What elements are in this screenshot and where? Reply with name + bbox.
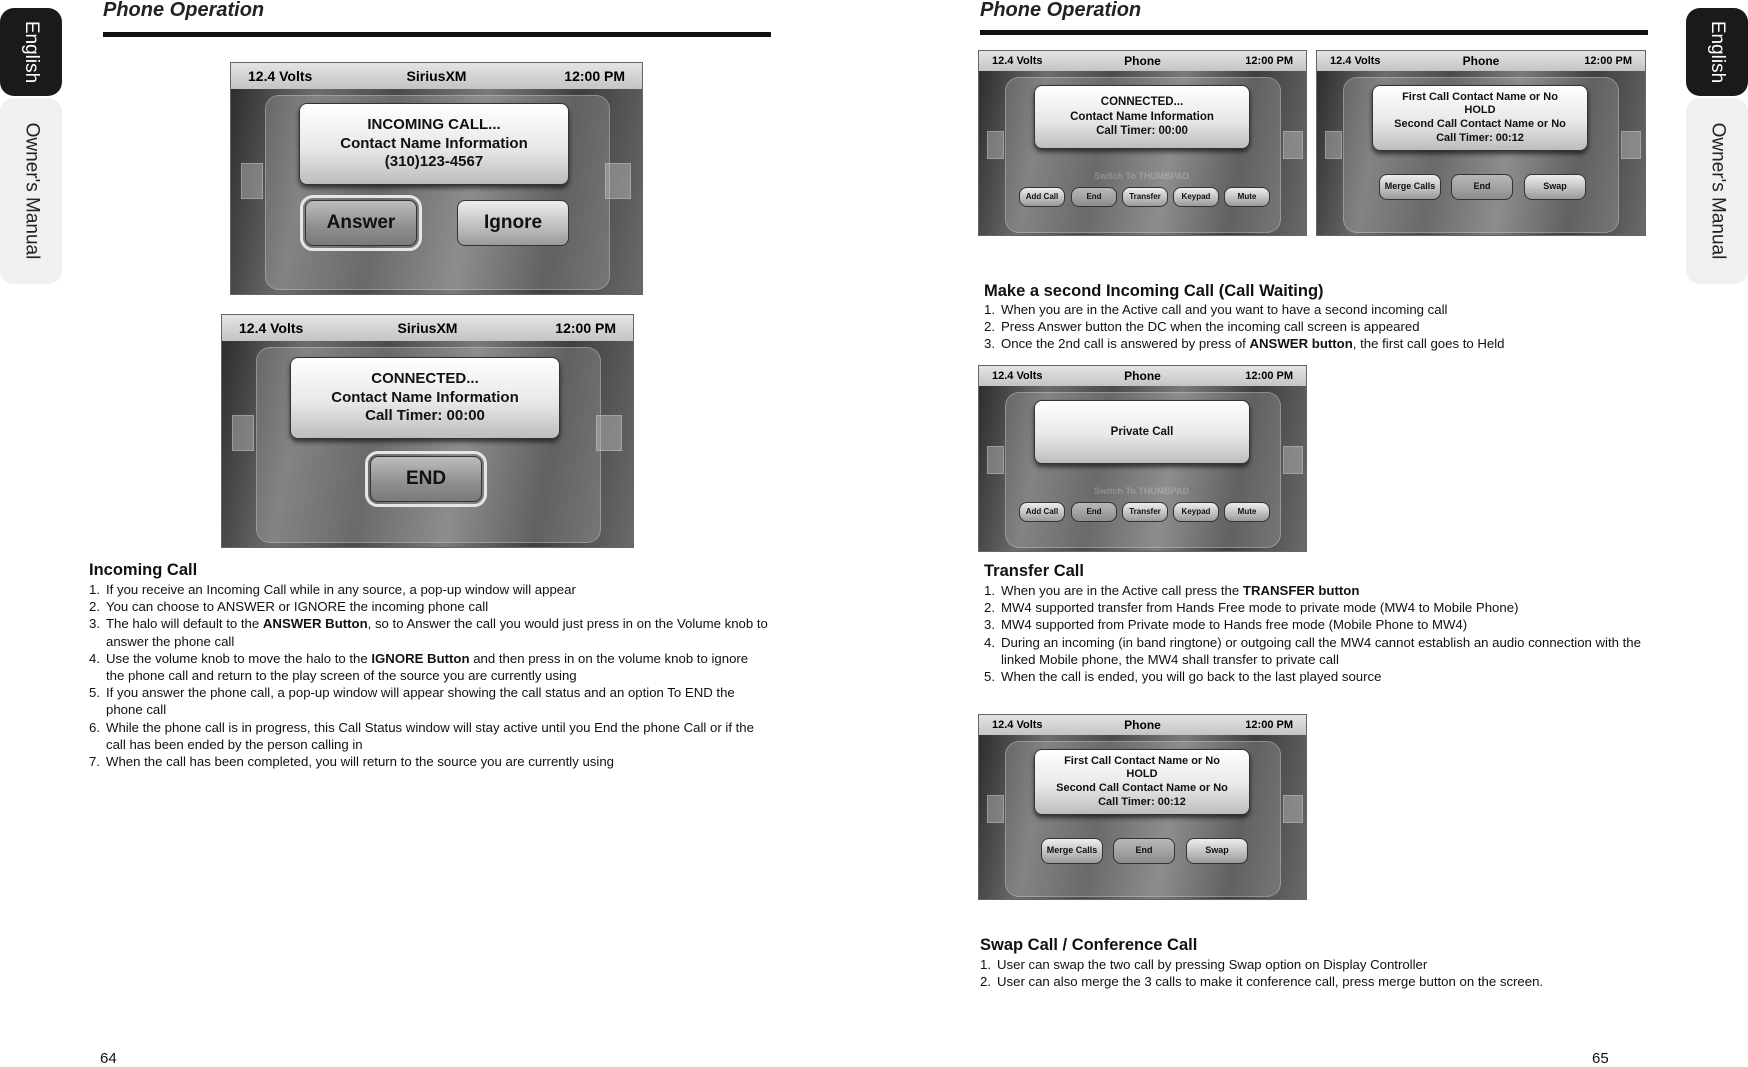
end-button[interactable]: End: [1071, 187, 1117, 207]
clock: 12:00 PM: [1245, 719, 1293, 731]
tab-owners-manual-right[interactable]: [1686, 98, 1748, 284]
status-bar: [979, 715, 1306, 735]
tab-english-right[interactable]: [1686, 8, 1748, 96]
popup-line: Second Call Contact Name or No: [1394, 118, 1566, 130]
clock: 12:00 PM: [1245, 55, 1293, 67]
right-nub: [1621, 131, 1641, 159]
hold-popup: [1372, 85, 1588, 151]
clock: 12:00 PM: [564, 68, 625, 84]
switch-to-thumbpad-hint: Switch To THUMBPAD: [1094, 486, 1190, 496]
swap-call-steps: [980, 956, 1646, 990]
left-nub: [987, 131, 1004, 159]
hold-popup: [1034, 749, 1250, 815]
section-title-swap-call: Swap Call / Conference Call: [980, 936, 1198, 954]
screen-call-hold-bottom: [978, 714, 1307, 900]
volts-readout: 12.4 Volts: [992, 370, 1043, 382]
page-header-right: Phone Operation: [980, 0, 1142, 21]
popup-line: Contact Name Information: [331, 388, 519, 406]
source-title: SiriusXM: [406, 68, 467, 84]
screen-incoming-call: [230, 62, 643, 295]
status-bar: [231, 63, 642, 89]
volts-readout: 12.4 Volts: [1330, 55, 1381, 67]
source-title: SiriusXM: [397, 320, 458, 336]
left-nub: [987, 795, 1004, 823]
left-nub: [987, 446, 1004, 474]
list-item: 1. If you receive an Incoming Call while in any source, a pop-up window will appear: [89, 582, 576, 597]
list-item: 1. When you are in the Active call press the TRANSFER button: [984, 583, 1360, 598]
source-title: Phone: [1124, 718, 1161, 732]
end-button[interactable]: END: [370, 456, 482, 502]
transfer-button[interactable]: Transfer: [1122, 502, 1168, 522]
left-nub: [1325, 131, 1342, 159]
popup-line: First Call Contact Name or No: [1402, 90, 1558, 103]
volts-readout: 12.4 Volts: [992, 719, 1043, 731]
screen-connected: [221, 314, 634, 548]
swap-button[interactable]: Swap: [1524, 174, 1586, 200]
merge-calls-button[interactable]: Merge Calls: [1379, 174, 1441, 200]
source-title: Phone: [1462, 54, 1500, 68]
mute-button[interactable]: Mute: [1224, 502, 1270, 522]
status-bar: [1317, 51, 1645, 71]
screen-call-hold-top: [1316, 50, 1646, 236]
status-bar: [979, 51, 1306, 71]
tab-english-label: English: [21, 20, 43, 84]
volts-readout: 12.4 Volts: [248, 68, 313, 84]
end-button[interactable]: End: [1071, 502, 1117, 522]
popup-line: Private Call: [1110, 425, 1174, 438]
ignore-button[interactable]: Ignore: [457, 200, 569, 246]
popup-line: Call Timer: 00:00: [1096, 125, 1188, 138]
connected-popup: [1034, 85, 1250, 149]
transfer-call-steps: [984, 582, 1646, 685]
section-title-transfer-call: Transfer Call: [984, 562, 1084, 580]
call-waiting-steps: [984, 301, 1644, 353]
status-bar: [222, 315, 633, 341]
right-nub: [1283, 446, 1303, 474]
popup-line: CONNECTED...: [1100, 96, 1184, 109]
header-rule-left: [103, 32, 771, 37]
list-item: 5. If you answer the phone call, a pop-up window will appear showing the call status and an option To END the phone call: [89, 685, 735, 718]
list-item: 5. When the call is ended, you will go back to the last played source: [984, 669, 1382, 685]
screen-private-call: [978, 365, 1307, 552]
keypad-button[interactable]: Keypad: [1173, 502, 1219, 522]
clock: 12:00 PM: [1245, 370, 1293, 382]
section-title-call-waiting: Make a second Incoming Call (Call Waiting): [984, 282, 1324, 300]
merge-calls-button[interactable]: Merge Calls: [1041, 838, 1103, 864]
add-call-button[interactable]: Add Call: [1019, 187, 1065, 207]
source-title: Phone: [1124, 369, 1161, 383]
popup-line: Call Timer: 00:00: [365, 407, 485, 425]
tab-owners-manual-label: Owner's Manual: [21, 122, 42, 260]
list-item: 1. User can swap the two call by pressing Swap option on Display Controller: [980, 957, 1428, 972]
answer-button[interactable]: Answer: [305, 200, 417, 246]
popup-line: (310)123-4567: [384, 153, 484, 171]
tab-english-left[interactable]: [0, 8, 62, 96]
popup-line: Contact Name Information: [340, 134, 528, 152]
popup-line: HOLD: [1464, 104, 1496, 117]
list-item: 3. The halo will default to the ANSWER Button, so to Answer the call you would just press in on the Volume knob to answer the phone call: [89, 616, 768, 649]
volts-readout: 12.4 Volts: [239, 320, 304, 336]
popup-line: Call Timer: 00:12: [1098, 795, 1186, 808]
tab-owners-manual-left[interactable]: [0, 98, 62, 284]
list-item: 2. You can choose to ANSWER or IGNORE the incoming phone call: [89, 599, 489, 615]
popup-line: Contact Name Information: [1070, 110, 1214, 123]
list-item: 4. During an incoming (in band ringtone) or outgoing call the MW4 cannot establish an audio connection with the linked Mobile phone, the MW4 shall transfer to private call: [984, 634, 1641, 667]
list-item: 2. Press Answer button the DC when the incoming call screen is appeared: [984, 319, 1420, 335]
popup-line: HOLD: [1126, 768, 1158, 781]
list-item: 1. When you are in the Active call and you want to have a second incoming call: [984, 302, 1448, 317]
keypad-button[interactable]: Keypad: [1173, 187, 1219, 207]
list-item: 3. MW4 supported from Private mode to Hands free mode (Mobile Phone to MW4): [984, 617, 1468, 633]
list-item: 4. Use the volume knob to move the halo to the IGNORE Button and then press in on the volume knob to ignore the phone call and return to the play screen of the source you are currently using: [89, 650, 749, 684]
page-number-left: 64: [100, 1050, 117, 1067]
end-button[interactable]: End: [1451, 174, 1513, 200]
end-button[interactable]: End: [1113, 838, 1175, 864]
right-nub: [1283, 795, 1303, 823]
mute-button[interactable]: Mute: [1224, 187, 1270, 207]
popup-line: CONNECTED...: [371, 369, 479, 387]
list-item: 3. Once the 2nd call is answered by press of ANSWER button, the first call goes to Held: [984, 336, 1505, 352]
popup-line: First Call Contact Name or No: [1064, 754, 1220, 767]
right-nub: [596, 415, 622, 451]
incoming-call-steps: [89, 581, 769, 770]
tab-owners-manual-label: Owner's Manual: [1707, 122, 1728, 260]
clock: 12:00 PM: [1584, 55, 1632, 67]
tab-english-label: English: [1707, 20, 1729, 84]
section-title-incoming-call: Incoming Call: [89, 561, 198, 579]
page-header-left: Phone Operation: [103, 0, 265, 21]
source-title: Phone: [1124, 54, 1161, 68]
incoming-call-popup: [299, 103, 569, 185]
popup-line: INCOMING CALL...: [367, 115, 501, 133]
add-call-button[interactable]: Add Call: [1019, 502, 1065, 522]
left-nub: [241, 163, 263, 199]
left-nub: [232, 415, 254, 451]
header-rule-right: [980, 30, 1648, 35]
list-item: 2. MW4 supported transfer from Hands Free mode to private mode (MW4 to Mobile Phone): [984, 600, 1519, 616]
popup-line: Second Call Contact Name or No: [1056, 782, 1228, 794]
volts-readout: 12.4 Volts: [992, 55, 1043, 67]
list-item: 6. While the phone call is in progress, this Call Status window will stay active until you End the phone Call or if the call has been ended by the person calling in: [89, 719, 754, 752]
list-item: 7. When the call has been completed, you will return to the source you are currently using: [89, 754, 614, 770]
status-bar: [979, 366, 1306, 386]
page-number-right: 65: [1592, 1050, 1609, 1067]
connected-popup: [290, 357, 560, 439]
right-nub: [1283, 131, 1303, 159]
switch-to-thumbpad-hint: Switch To THUMBPAD: [1094, 171, 1190, 181]
list-item: 2. User can also merge the 3 calls to make it conference call, press merge button on the screen.: [980, 974, 1544, 990]
private-call-popup: [1034, 400, 1250, 464]
clock: 12:00 PM: [555, 320, 616, 336]
right-nub: [605, 163, 631, 199]
transfer-button[interactable]: Transfer: [1122, 187, 1168, 207]
screen-phone-connected: [978, 50, 1307, 236]
popup-line: Call Timer: 00:12: [1436, 131, 1524, 144]
swap-button[interactable]: Swap: [1186, 838, 1248, 864]
